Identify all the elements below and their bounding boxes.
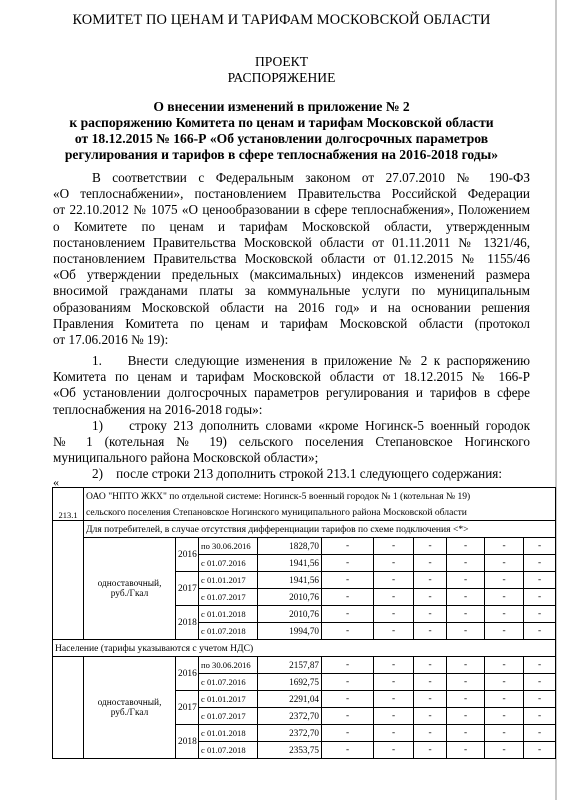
- dash-cell: -: [485, 725, 524, 742]
- item-line: Комитета по ценам и тарифам Московской области от 18.12.2015 № 166-Р: [53, 369, 530, 385]
- tariff-type-label: одноставочный,: [97, 578, 162, 589]
- title-line-4: регулирования и тарифов в сфере теплоснабжения на 2016-2018 годы»: [64, 147, 499, 162]
- period-date: с 01.01.2017: [199, 691, 258, 708]
- preamble-line: постановлением Правительства Московской области от 01.11.2011 № 1321/46,: [53, 234, 530, 250]
- period-date: по 30.06.2016: [199, 538, 258, 555]
- item-1-paragraph: [53, 353, 530, 483]
- population-header: Население (тарифы указываются с учетом НДС): [53, 640, 556, 657]
- dash-cell: -: [414, 657, 447, 674]
- preamble-line: от 22.10.2012 № 1075 «О ценообразовании в сфере теплоснабжения», Положением: [53, 202, 530, 218]
- tariff-value: 1941,56: [258, 572, 322, 589]
- dash-cell: -: [322, 606, 374, 623]
- year-cell: 2017: [176, 691, 199, 725]
- dash-cell: -: [414, 555, 447, 572]
- dash-cell: -: [447, 708, 485, 725]
- tariff-unit: руб./Гкал: [110, 707, 149, 718]
- dash-cell: -: [414, 708, 447, 725]
- item-line: 1. Внести следующие изменения в приложение № 2 к распоряжению: [92, 353, 530, 368]
- period-date: с 01.07.2018: [199, 623, 258, 640]
- dash-cell: -: [414, 725, 447, 742]
- dash-cell: -: [447, 555, 485, 572]
- tariff-type: [84, 538, 176, 640]
- dash-cell: -: [524, 623, 556, 640]
- year-cell: 2018: [176, 725, 199, 759]
- year-cell: 2016: [176, 657, 199, 691]
- title-line-1: О внесении изменений в приложение № 2: [153, 99, 410, 114]
- dash-cell: -: [322, 742, 374, 759]
- quote-mark: «: [53, 475, 59, 489]
- row-number: 213.1: [53, 488, 84, 521]
- dash-cell: -: [374, 708, 414, 725]
- dash-cell: -: [524, 555, 556, 572]
- dash-cell: -: [485, 708, 524, 725]
- dash-cell: -: [447, 691, 485, 708]
- dash-cell: -: [447, 674, 485, 691]
- dash-cell: -: [322, 657, 374, 674]
- period-date: с 01.01.2018: [199, 606, 258, 623]
- period-date: с 01.07.2016: [199, 555, 258, 572]
- dash-cell: -: [447, 572, 485, 589]
- preamble-line: вносимой гражданами платы за коммунальные услуги по муниципальным: [53, 283, 530, 299]
- dash-cell: -: [414, 589, 447, 606]
- dash-cell: -: [485, 691, 524, 708]
- dash-cell: -: [414, 572, 447, 589]
- dash-cell: -: [374, 589, 414, 606]
- document-type: РАСПОРЯЖЕНИЕ: [227, 70, 336, 85]
- tariff-value: 2372,70: [258, 708, 322, 725]
- item-line: № 1 (котельная № 19) сельского поселения Степановское Ногинского: [53, 434, 530, 450]
- tariff-value: 2010,76: [258, 589, 322, 606]
- committee-header: КОМИТЕТ ПО ЦЕНАМ И ТАРИФАМ МОСКОВСКОЙ ОБЛАСТИ: [72, 12, 491, 28]
- organization-line-2: сельского поселения Степановское Ногинского муниципального района Московской области: [84, 504, 556, 521]
- dash-cell: -: [322, 572, 374, 589]
- tariff-value: 1994,70: [258, 623, 322, 640]
- dash-cell: -: [447, 538, 485, 555]
- dash-cell: -: [524, 742, 556, 759]
- tariff-value: 2010,76: [258, 606, 322, 623]
- tariff-value: 2353,75: [258, 742, 322, 759]
- year-cell: 2016: [176, 538, 199, 572]
- item-line: 2) после строки 213 дополнить строкой 213.1 следующего содержания:: [92, 466, 502, 482]
- dash-cell: -: [414, 691, 447, 708]
- period-date: с 01.07.2018: [199, 742, 258, 759]
- item-line: 1) строку 213 дополнить словами «кроме Ногинск-5 военный городок: [92, 417, 530, 433]
- dash-cell: -: [374, 691, 414, 708]
- dash-cell: -: [374, 606, 414, 623]
- dash-cell: -: [447, 742, 485, 759]
- dash-cell: -: [322, 538, 374, 555]
- dash-cell: -: [322, 623, 374, 640]
- dash-cell: -: [374, 538, 414, 555]
- organization-line-1: ОАО "НПТО ЖКХ" по отдельной системе: Ногинск-5 военный городок № 1 (котельная № 19): [84, 488, 556, 505]
- preamble-line: «Об утверждении предельных (максимальных) индексов изменений размера: [53, 267, 530, 283]
- period-date: с 01.07.2017: [199, 589, 258, 606]
- title-line-3: от 18.12.2015 № 166-Р «Об установлении долгосрочных параметров: [74, 131, 489, 146]
- dash-cell: -: [447, 657, 485, 674]
- item-line: «Об установлении долгосрочных параметров регулирования и тарифов в сфере: [53, 385, 530, 401]
- preamble-line: В соответствии с Федеральным законом от 27.07.2010 № 190-ФЗ: [92, 170, 530, 185]
- dash-cell: -: [524, 538, 556, 555]
- dash-cell: -: [374, 623, 414, 640]
- period-date: с 01.07.2016: [199, 674, 258, 691]
- year-cell: 2018: [176, 606, 199, 640]
- dash-cell: -: [524, 674, 556, 691]
- tariff-type: [84, 657, 176, 759]
- preamble-line: о Комитете по ценам и тарифам Московской области, утвержденным: [53, 218, 530, 234]
- tariff-value: 2291,04: [258, 691, 322, 708]
- consumers-header: Для потребителей, в случае отсутствия дифференциации тарифов по схеме подключения <*>: [84, 521, 556, 538]
- dash-cell: -: [485, 742, 524, 759]
- dash-cell: -: [374, 742, 414, 759]
- dash-cell: -: [374, 572, 414, 589]
- title-line-2: к распоряжению Комитета по ценам и тарифам Московской области: [69, 115, 494, 130]
- preamble-line: постановлением Правительства Московской области от 01.12.2015 № 1155/46: [53, 251, 530, 267]
- period-date: с 01.07.2017: [199, 708, 258, 725]
- dash-cell: -: [447, 623, 485, 640]
- tariff-table: [52, 487, 556, 759]
- spacer-cell: [53, 521, 84, 640]
- tariff-value: 1692,75: [258, 674, 322, 691]
- dash-cell: -: [485, 572, 524, 589]
- dash-cell: -: [447, 606, 485, 623]
- spacer-cell: [53, 657, 84, 759]
- preamble-line: образованиям Московской области на 2016 год» и на основании решения: [53, 299, 530, 315]
- dash-cell: -: [524, 657, 556, 674]
- preamble-line: Правления Комитета по ценам и тарифам Московской области (протокол: [53, 315, 530, 331]
- dash-cell: -: [524, 572, 556, 589]
- preamble-paragraph: [53, 170, 530, 348]
- tariff-value: 1828,70: [258, 538, 322, 555]
- tariff-value: 1941,56: [258, 555, 322, 572]
- dash-cell: -: [485, 538, 524, 555]
- dash-cell: -: [374, 674, 414, 691]
- tariff-type-label: одноставочный,: [97, 697, 162, 708]
- period-date: с 01.01.2017: [199, 572, 258, 589]
- dash-cell: -: [414, 538, 447, 555]
- dash-cell: -: [322, 555, 374, 572]
- dash-cell: -: [374, 725, 414, 742]
- year-cell: 2017: [176, 572, 199, 606]
- period-date: по 30.06.2016: [199, 657, 258, 674]
- preamble-line: от 17.06.2016 № 19):: [53, 332, 169, 348]
- dash-cell: -: [485, 606, 524, 623]
- dash-cell: -: [524, 691, 556, 708]
- item-line: теплоснабжения на 2016-2018 годы»:: [53, 401, 263, 417]
- dash-cell: -: [322, 674, 374, 691]
- dash-cell: -: [524, 589, 556, 606]
- dash-cell: -: [414, 742, 447, 759]
- dash-cell: -: [414, 606, 447, 623]
- dash-cell: -: [524, 606, 556, 623]
- preamble-line: «О теплоснабжении», постановлением Правительства Российской Федерации: [53, 186, 530, 202]
- dash-cell: -: [322, 708, 374, 725]
- dash-cell: -: [485, 589, 524, 606]
- project-label: ПРОЕКТ: [254, 54, 309, 69]
- period-date: с 01.01.2018: [199, 725, 258, 742]
- tariff-unit: руб./Гкал: [110, 588, 149, 599]
- dash-cell: -: [322, 589, 374, 606]
- dash-cell: -: [485, 623, 524, 640]
- dash-cell: -: [374, 657, 414, 674]
- dash-cell: -: [322, 691, 374, 708]
- dash-cell: -: [414, 674, 447, 691]
- dash-cell: -: [374, 555, 414, 572]
- tariff-value: 2372,70: [258, 725, 322, 742]
- dash-cell: -: [447, 589, 485, 606]
- dash-cell: -: [485, 657, 524, 674]
- tariff-value: 2157,87: [258, 657, 322, 674]
- dash-cell: -: [524, 725, 556, 742]
- dash-cell: -: [485, 555, 524, 572]
- item-line: муниципального района Московской области»;: [53, 450, 319, 466]
- dash-cell: -: [524, 708, 556, 725]
- dash-cell: -: [322, 725, 374, 742]
- dash-cell: -: [447, 725, 485, 742]
- dash-cell: -: [485, 674, 524, 691]
- dash-cell: -: [414, 623, 447, 640]
